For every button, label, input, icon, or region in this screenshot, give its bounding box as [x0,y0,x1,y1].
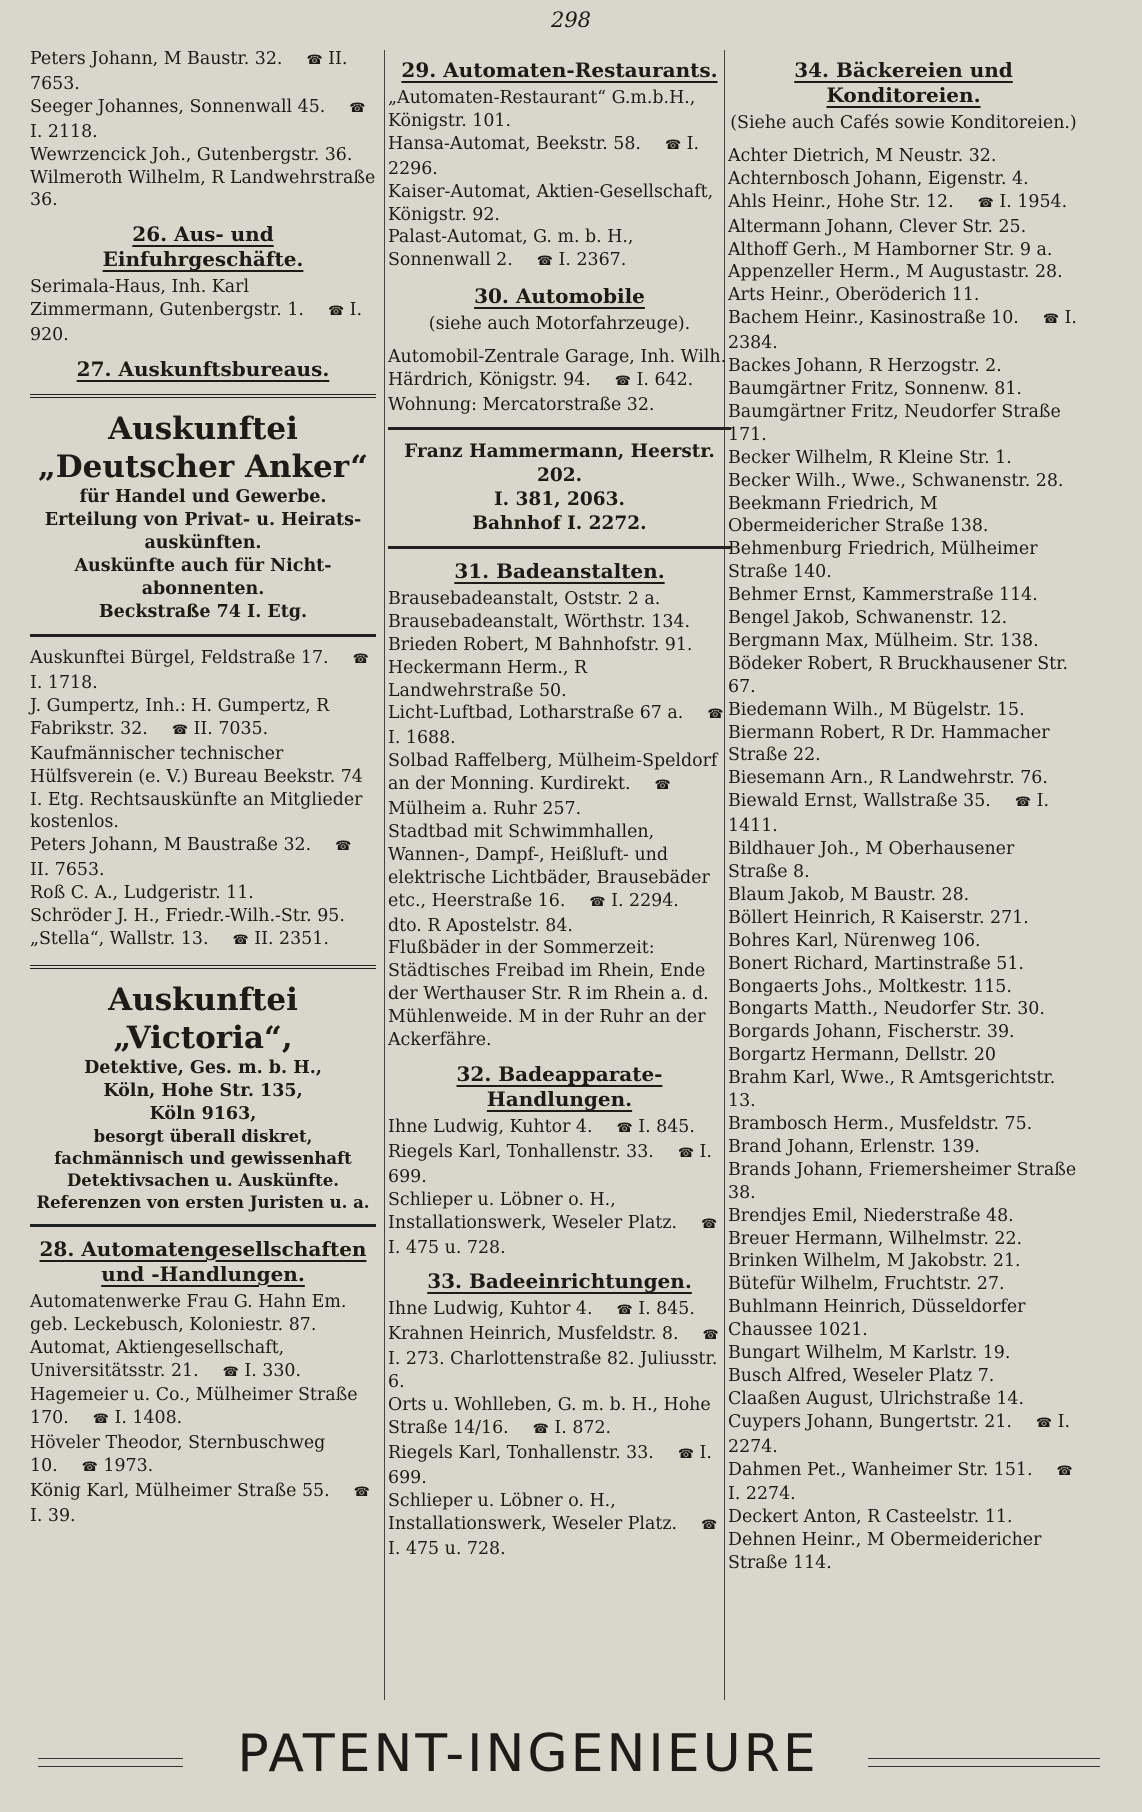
directory-entry: Ihne Ludwig, Kuhtor 4.☎ I. 845. [388,1298,731,1323]
section-heading [388,1062,731,1112]
phone-number: ☎ I. 699. [388,1142,712,1187]
directory-entry: Bödeker Robert, R Bruckhausener Str. 67. [728,653,1069,697]
phone-number: ☎ II. 7653. [30,835,351,880]
section-heading-text: 30. Automobile [474,284,645,309]
directory-entry: Bongarts Matth., Neudorfer Str. 30. [728,999,1045,1020]
directory-entry: Appenzeller Herm., M Augustastr. 28. [728,262,1063,283]
directory-entry: Automatenwerke Frau G. Hahn Em. geb. Leckebusch, Koloniestr. 87. [30,1291,347,1335]
directory-entry: Althoff Gerh., M Hamborner Str. 9 a. [728,239,1053,260]
directory-entry: Riegels Karl, Tonhallenstr. 33.☎ I. 699. [388,1442,731,1490]
phone-number: ☎ I. 2274. [728,1460,1073,1505]
section-heading [388,559,731,584]
directory-entry: Brinken Wilhelm, M Jakobstr. 21. [728,1251,1021,1272]
section-heading-text: 31. Badeanstalten. [454,558,665,583]
directory-entry: Brendjes Emil, Niederstraße 48. [728,1205,1014,1226]
directory-entry: Peters Johann, M Baustr. 32.☎ II. 7653. [30,48,376,96]
directory-entry: Hansa-Automat, Beekstr. 58.☎ I. 2296. [388,133,731,181]
phone-number: ☎ I. 699. [388,1443,712,1488]
phone-number: ☎ I. 330. [223,1361,301,1381]
directory-entry: Hagemeier u. Co., Mülheimer Straße 170.☎ I. 1408. [30,1384,376,1432]
directory-entry: Breuer Hermann, Wilhelmstr. 22. [728,1228,1023,1249]
directory-entry: Altermann Johann, Clever Str. 25. [728,216,1027,237]
banner-text: PATENT-INGENIEURE [237,1724,819,1784]
directory-entry: Roß C. A., Ludgeristr. 11. [30,883,254,904]
phone-number: ☎ I. 273. Charlottenstraße 82. Juliusstr. 6. [388,1324,719,1392]
directory-entry: Biedemann Wilh., M Bügelstr. 15. [728,699,1025,720]
directory-entry: Achter Dietrich, M Neustr. 32. [728,145,997,166]
ad-line: Köln, Hohe Str. 135, [103,1080,303,1101]
directory-entry: Borgards Johann, Fischerstr. 39. [728,1022,1015,1043]
directory-entry: Peters Johann, M Baustraße 32.☎ II. 7653. [30,834,376,882]
directory-entry: Busch Alfred, Weseler Platz 7. [728,1365,995,1386]
directory-entry: Bütefür Wilhelm, Fruchtstr. 27. [728,1274,1005,1295]
directory-entry: Orts u. Wohlleben, G. m. b. H., Hohe Straße 14/16.☎ I. 872. [388,1394,731,1442]
ad-line: für Handel und Gewerbe. [79,487,327,508]
directory-entry: Bongaerts Johs., Moltkestr. 115. [728,976,1012,997]
section-heading-text: 26. Aus- und Einfuhrgeschäfte. [102,222,304,272]
directory-entry: „Automaten-Restaurant“ G.m.b.H., Königstr. 101. [388,88,696,131]
directory-entry: Ahls Heinr., Hohe Str. 12.☎ I. 1954. [728,191,1079,216]
directory-entry: Claaßen August, Ulrichstraße 14. [728,1388,1025,1409]
directory-entry: Schröder J. H., Friedr.-Wilh.-Str. 95. [30,906,345,927]
section-heading [30,357,376,382]
phone-number: ☎ I. 475 u. 728. [388,1514,717,1559]
directory-entry: Brausebadeanstalt, Oststr. 2 a. [388,588,661,609]
separator [30,1224,376,1227]
section-heading-text: 32. Badeapparate-Handlungen. [456,1062,663,1111]
phone-number: ☎ I. 1411. [728,791,1049,836]
directory-entry: Wewrzencick Joh., Gutenbergstr. 36. [30,144,353,165]
directory-entry: Backes Johann, R Herzogstr. 2. [728,356,1002,377]
directory-entry: Brambosch Herm., Musfeldstr. 75. [728,1113,1033,1134]
directory-entry: Becker Wilh., Wwe., Schwanenstr. 28. [728,470,1064,491]
ad-line: Beckstraße 74 I. Etg. [98,602,308,623]
directory-entry: Solbad Raffelberg, Mülheim-Speldorf an der Monning. Kurdirekt.☎ Mülheim a. Ruhr 257. [388,750,731,821]
directory-entry: Höveler Theodor, Sternbuschweg 10.☎ 1973. [30,1432,376,1480]
directory-entry: Blaum Jakob, M Baustr. 28. [728,884,970,905]
directory-entry: Behmer Ernst, Kammerstraße 114. [728,585,1038,606]
ad-line: Erteilung von Privat- u. Heirats-auskünften. [44,510,362,554]
section-heading-text: 34. Bäckereien und Konditoreien. [794,58,1013,107]
advertisement [30,981,376,1214]
section-heading-text: 27. Auskunftsbureaus. [76,357,330,382]
directory-entry: König Karl, Mülheimer Straße 55.☎ I. 39. [30,1480,376,1528]
directory-entry: Bildhauer Joh., M Oberhausener Straße 8. [728,839,1015,882]
section-heading [388,284,731,309]
phone-number: ☎ I. 1718. [30,648,369,693]
section-heading-text: 28. Automatengesellschaften und -Handlungen. [39,1236,367,1286]
directory-entry: Biewald Ernst, Wallstraße 35.☎ I. 1411. [728,790,1079,838]
phone-number: ☎ I. 2274. [728,1412,1070,1457]
column-3 [728,48,1079,1575]
directory-entry: Kaufmännischer technischer Hülfsverein (e. V.) Bureau Beekstr. 74 I. Etg. Rechtsauskünfte an Mitglieder kostenlos. [30,743,363,833]
directory-entry: Bohres Karl, Nürenweg 106. [728,930,981,951]
section-heading [30,222,376,272]
directory-entry: Biesemann Arn., R Landwehrstr. 76. [728,768,1048,789]
directory-entry: Schlieper u. Löbner o. H., Installationswerk, Weseler Platz.☎ I. 475 u. 728. [388,1490,731,1561]
phone-number: ☎ I. 845. [617,1299,695,1319]
phone-number: ☎ II. 2351. [233,929,329,949]
directory-entry: Beekmann Friedrich, M Obermeidericher Straße 138. [728,493,989,537]
directory-entry: Böllert Heinrich, R Kaiserstr. 271. [728,907,1029,928]
footer-banner [0,1720,1142,1800]
phone-number: ☎ I. 2367. [537,250,626,270]
ad-line: Auskünfte auch für Nicht-abonnenten. [74,556,332,600]
ad-line: Köln 9163, [149,1103,257,1124]
directory-entry: Brahm Karl, Wwe., R Amtsgerichtstr. 13. [728,1068,1056,1112]
separator [30,965,376,969]
ad-line: I. 381, 2063. [494,488,625,510]
directory-entry: Bungart Wilhelm, M Karlstr. 19. [728,1343,1011,1364]
directory-entry: Dehnen Heinr., M Obermeidericher Straße 114. [728,1530,1042,1574]
directory-entry: Achternbosch Johann, Eigenstr. 4. [728,168,1029,189]
phone-number: ☎ I. 2296. [388,134,699,179]
directory-entry: Borgartz Hermann, Dellstr. 20 [728,1045,996,1066]
directory-entry: Krahnen Heinrich, Musfeldstr. 8.☎ I. 273. Charlottenstraße 82. Juliusstr. 6. [388,1323,731,1394]
phone-number: ☎ I. 475 u. 728. [388,1213,717,1258]
phone-number: ☎ I. 39. [30,1481,370,1526]
section-heading [30,1237,376,1287]
column-divider [384,50,385,1700]
banner-rule [868,1758,1100,1767]
directory-entry: Auskunftei Bürgel, Feldstraße 17.☎ I. 1718. [30,647,376,695]
directory-entry: Deckert Anton, R Casteelstr. 11. [728,1507,1013,1528]
separator [30,394,376,398]
directory-entry: Heckermann Herm., R Landwehrstraße 50. [388,657,588,701]
ad-line: Bahnhof I. 2272. [472,512,647,534]
column-2 [388,48,731,1560]
phone-number: ☎ II. 7653. [30,49,347,94]
directory-entry: Stadtbad mit Schwimmhallen, Wannen-, Dampf-, Heißluft- und elektrische Lichtbäder, Brausebäder etc., Heerstraße 16.☎ I. 2294. [388,821,731,915]
directory-entry: „Stella“, Wallstr. 13.☎ II. 2351. [30,928,376,953]
directory-entry: Wilmeroth Wilhelm, R Landwehrstraße 36. [30,167,376,211]
separator [388,546,731,549]
directory-entry: Behmenburg Friedrich, Mülheimer Straße 140. [728,539,1038,583]
section-note: (Siehe auch Cafés sowie Konditoreien.) [730,113,1077,133]
directory-entry: Bengel Jakob, Schwanenstr. 12. [728,608,1008,629]
directory-entry: Serimala-Haus, Inh. Karl Zimmermann, Gutenbergstr. 1.☎ I. 920. [30,276,376,347]
directory-entry: Arts Heinr., Oberöderich 11. [728,285,980,306]
directory-entry: Brand Johann, Erlenstr. 139. [728,1136,980,1157]
directory-entry: Brands Johann, Friemersheimer Straße 38. [728,1159,1077,1203]
directory-entry: Bachem Heinr., Kasinostraße 10.☎ I. 2384. [728,307,1079,355]
directory-entry: Baumgärtner Fritz, Neudorfer Straße 171. [728,401,1061,445]
section-heading-text: 33. Badeeinrichtungen. [427,1269,692,1294]
directory-entry: Bergmann Max, Mülheim. Str. 138. [728,630,1039,651]
separator [388,427,731,430]
ad-line: Auskunftei [108,411,298,448]
page-number: 298 [550,8,592,32]
directory-entry: Bonert Richard, Martinstraße 51. [728,953,1024,974]
section-heading-text: 29. Automaten-Restaurants. [401,58,718,82]
phone-number: ☎ Mülheim a. Ruhr 257. [388,774,671,819]
directory-entry: Schlieper u. Löbner o. H., Installationswerk, Weseler Platz.☎ I. 475 u. 728. [388,1189,731,1260]
directory-entry: Palast-Automat, G. m. b. H., Sonnenwall 2.☎ I. 2367. [388,226,731,274]
phone-number: ☎ I. 1954. [978,192,1067,212]
phone-number: ☎ I. 920. [30,300,362,345]
phone-number: ☎ I. 1408. [93,1408,182,1428]
ad-line: Detektive, Ges. m. b. H., [84,1057,322,1078]
directory-entry: Brieden Robert, M Bahnhofstr. 91. [388,634,693,655]
phone-number: ☎ 1973. [82,1456,154,1476]
section-heading [388,58,731,83]
phone-number: ☎ I. 845. [617,1117,695,1137]
column-1 [30,48,376,1528]
directory-entry: Kaiser-Automat, Aktien-Gesellschaft, Königstr. 92. [388,181,714,225]
phone-number: ☎ I. 2294. [589,891,678,911]
directory-entry: Baumgärtner Fritz, Sonnenw. 81. [728,378,1022,399]
directory-entry: Cuypers Johann, Bungertstr. 21.☎ I. 2274. [728,1411,1079,1459]
phone-number: ☎ I. 2118. [30,97,366,142]
advertisement [30,410,376,624]
directory-entry: Ihne Ludwig, Kuhtor 4.☎ I. 845. [388,1116,731,1141]
phone-number: ☎ I. 2384. [728,308,1077,353]
phone-number: ☎ I. 642. Wohnung: Mercatorstraße 32. [388,370,693,415]
directory-entry: Seeger Johannes, Sonnenwall 45.☎ I. 2118. [30,96,376,144]
directory-entry: J. Gumpertz, Inh.: H. Gumpertz, R Fabrikstr. 32.☎ II. 7035. [30,695,376,743]
banner-rule [38,1758,183,1767]
directory-entry: Automobil-Zentrale Garage, Inh. Wilh. Härdrich, Königstr. 94.☎ I. 642. Wohnung: Mercatorstraße 32. [388,346,731,417]
directory-entry: Riegels Karl, Tonhallenstr. 33.☎ I. 699. [388,1141,731,1189]
directory-entry: Dahmen Pet., Wanheimer Str. 151.☎ I. 2274. [728,1459,1079,1507]
ad-line: Franz Hammermann, Heerstr. 202. [404,440,715,486]
phone-number: ☎ II. 7035. [172,719,268,739]
directory-entry: Becker Wilhelm, R Kleine Str. 1. [728,447,1012,468]
directory-entry: Biermann Robert, R Dr. Hammacher Straße 22. [728,722,1050,766]
phone-number: ☎ I. 1688. [388,703,723,748]
section-note: (siehe auch Motorfahrzeuge). [428,314,691,335]
separator [30,634,376,637]
ad-line: besorgt überall diskret, fachmännisch und gewissenhaft Detektivsachen u. Auskünfte. Referenzen von ersten Juristen u. a. [36,1126,370,1212]
ad-line: „Deutscher Anker“ [37,449,369,486]
directory-entry: dto. R Apostelstr. 84. [388,915,573,936]
directory-entry: Brausebadeanstalt, Wörthstr. 134. [388,611,691,632]
directory-entry: Automat, Aktiengesellschaft, Universitätsstr. 21.☎ I. 330. [30,1337,376,1385]
ad-line: Auskunftei „Victoria“, [108,981,298,1056]
directory-entry: Flußbäder in der Sommerzeit: Städtisches Freibad im Rhein, Ende der Werthauser Str. R im Rhein a. d. Mühlenweide. M in der Ruhr an der Ackerfähre. [388,938,709,1051]
section-heading [728,58,1079,108]
directory-entry: Buhlmann Heinrich, Düsseldorfer Chaussee 1021. [728,1297,1026,1341]
directory-entry: Licht-Luftbad, Lotharstraße 67 a.☎ I. 1688. [388,702,731,750]
section-heading [388,1269,731,1294]
phone-number: ☎ I. 872. [533,1418,611,1438]
